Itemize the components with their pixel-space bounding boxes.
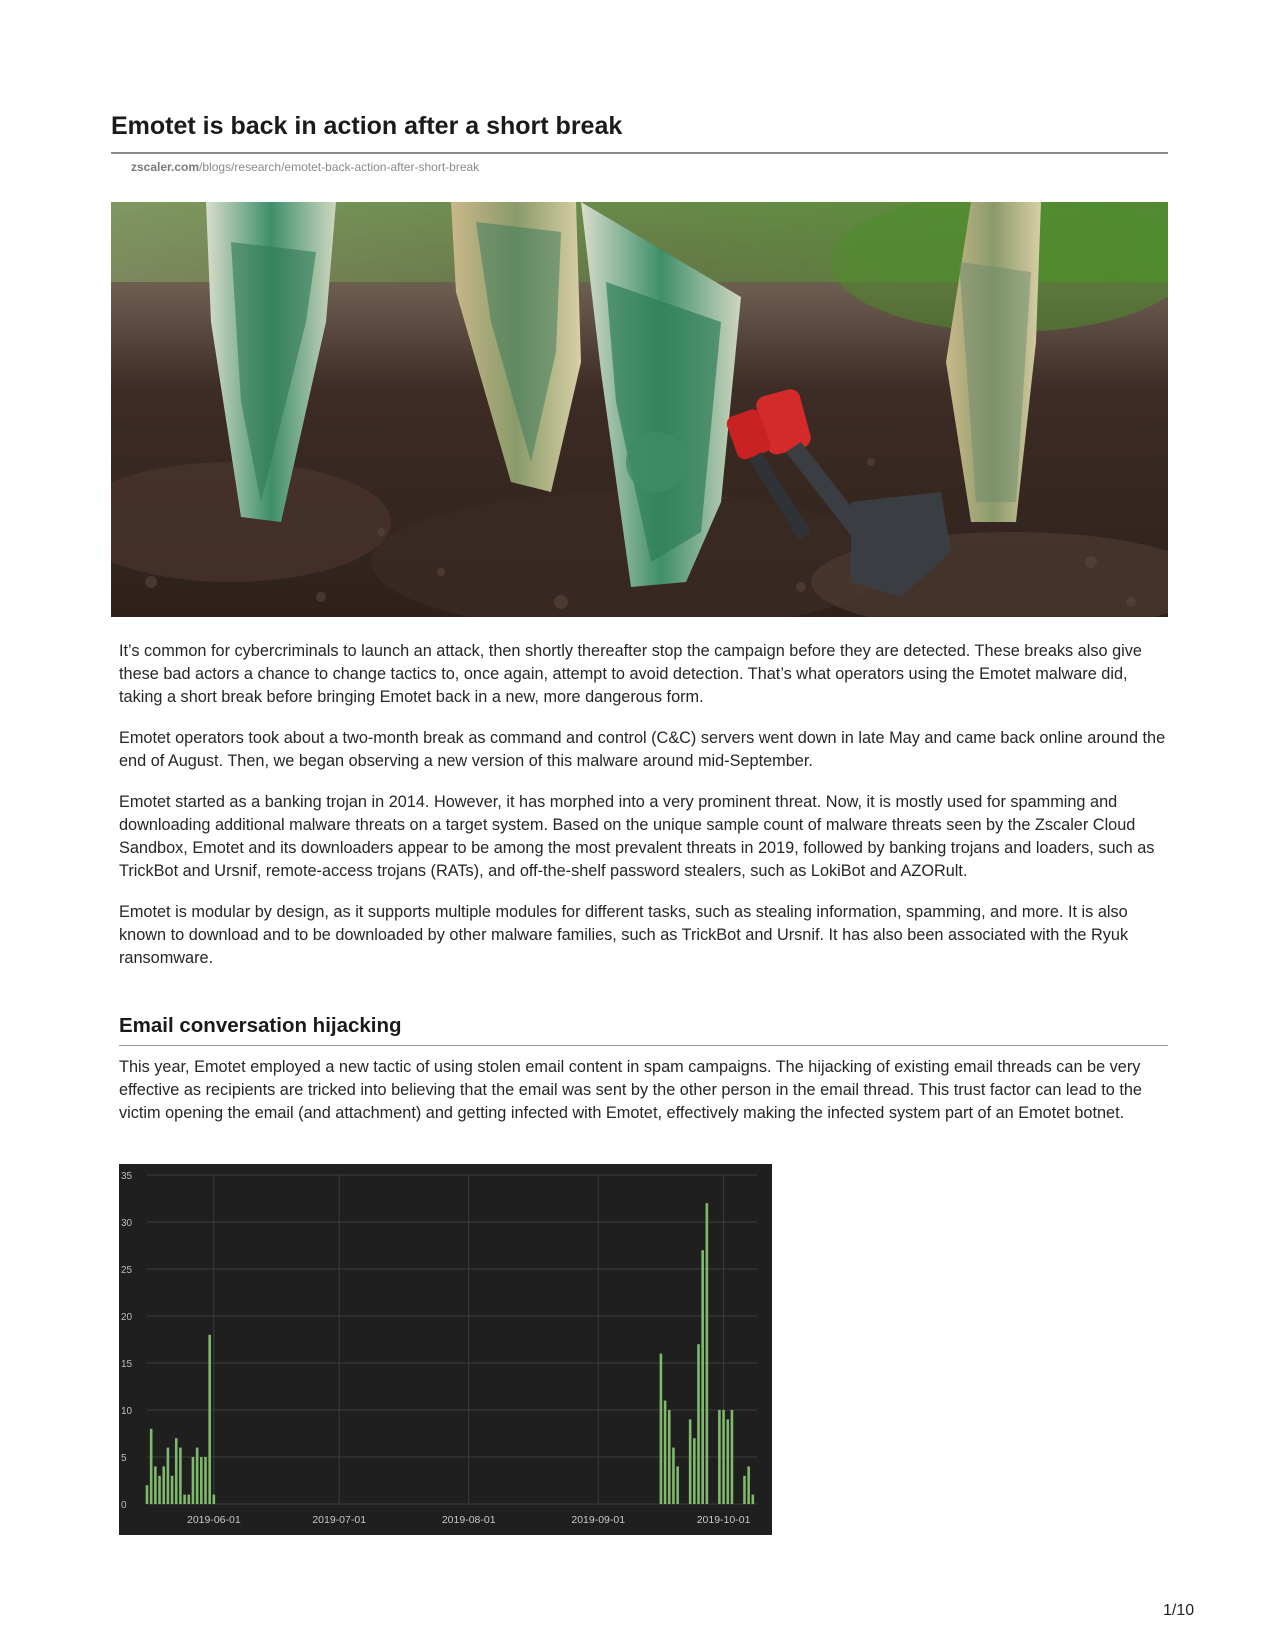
chart-bar (154, 1466, 157, 1504)
chart-canvas (119, 1164, 772, 1535)
paragraph-4: Emotet is modular by design, as it supports multiple modules for different tasks, such as stealing information, spamming, and more. It is also known to download and to be downloaded by other malware families, such as TrickBot and Ursnif. It has also been associated with the Ryuk ransomware. (119, 903, 1129, 967)
chart-bar (192, 1457, 195, 1504)
chart-bar (693, 1438, 696, 1504)
section-paragraph: This year, Emotet employed a new tactic of using stolen email content in spam campaigns. The hijacking of existing email threads can be very effective as recipients are tricked into believing that the email was sent by the other person in the email thread. This trust factor can lead to the victim opening the email (and attachment) and getting infected with Emotet, effectively making the infected system part of an Emotet botnet. (119, 1058, 1142, 1122)
y-tick-label: 15 (121, 1359, 133, 1370)
y-tick-label: 20 (121, 1312, 133, 1323)
chart-bar (731, 1410, 734, 1504)
y-tick-label: 5 (121, 1453, 127, 1464)
chart-bar (171, 1476, 174, 1504)
chart-bar (187, 1495, 190, 1504)
url-path: /blogs/research/emotet-back-action-after-short-break (199, 160, 480, 174)
paragraph-1: It’s common for cybercriminals to launch an attack, then shortly thereafter stop the campaign before they are detected. These breaks also give these bad actors a chance to change tactics to, once again, attempt to avoid detection. That’s what operators using the Emotet malware did, taking a short break before bringing Emotet back in a new, more dangerous form. (119, 642, 1142, 706)
chart-bar (701, 1250, 704, 1504)
y-tick-label: 10 (121, 1406, 133, 1417)
chart-bar (664, 1401, 667, 1504)
title-divider (111, 152, 1168, 154)
chart-bar (660, 1354, 663, 1504)
source-url[interactable] (131, 160, 479, 174)
chart-bar (697, 1344, 700, 1504)
article-title: Emotet is back in action after a short break (111, 112, 623, 140)
y-tick-label: 30 (121, 1218, 133, 1229)
chart-bar (200, 1457, 203, 1504)
emotet-activity-chart (119, 1164, 772, 1535)
chart-bar (175, 1438, 178, 1504)
y-tick-label: 35 (121, 1171, 133, 1182)
chart-bar (722, 1410, 725, 1504)
chart-bar (689, 1419, 692, 1504)
y-tick-label: 0 (121, 1500, 127, 1511)
chart-bar (668, 1410, 671, 1504)
chart-bar (196, 1448, 199, 1504)
chart-bar (150, 1429, 153, 1504)
hero-image (111, 202, 1168, 617)
page-number: 1/10 (1163, 1602, 1195, 1619)
chart-bar (162, 1466, 165, 1504)
chart-bar (743, 1476, 746, 1504)
x-tick-label: 2019-10-01 (696, 1514, 751, 1526)
chart-bar (179, 1448, 182, 1504)
chart-bar (726, 1419, 729, 1504)
section-divider (119, 1045, 1168, 1046)
y-tick-label: 25 (121, 1265, 133, 1276)
paragraph-2: Emotet operators took about a two-month break as command and control (C&C) servers went down in late May and came back online around the end of August. Then, we began observing a new version of this malware around mid-September. (119, 729, 1166, 770)
chart-bar (747, 1466, 750, 1504)
chart-bar (213, 1495, 216, 1504)
chart-bar (183, 1495, 186, 1504)
chart-bar (167, 1448, 170, 1504)
paragraph-3: Emotet started as a banking trojan in 2014. However, it has morphed into a very prominent threat. Now, it is mostly used for spamming and downloading additional malware threats on a target system. Based on the unique sample count of malware threats seen by the Zscaler Cloud Sandbox, Emotet and its downloaders appear to be among the most prevalent threats in 2019, followed by banking trojans and loaders, such as TrickBot and Ursnif, remote-access trojans (RATs), and off-the-shelf password stealers, such as LokiBot and AZORult. (119, 793, 1155, 880)
chart-bar (672, 1448, 675, 1504)
chart-bar (706, 1203, 709, 1504)
chart-bar (752, 1495, 755, 1504)
section-heading: Email conversation hijacking (119, 1014, 402, 1037)
x-tick-label: 2019-07-01 (312, 1514, 367, 1526)
chart-bar (146, 1485, 149, 1504)
x-tick-label: 2019-06-01 (186, 1514, 241, 1526)
chart-bar (718, 1410, 721, 1504)
chart-bar (204, 1457, 207, 1504)
money-plant-photo-icon (111, 202, 1168, 617)
x-tick-label: 2019-09-01 (571, 1514, 626, 1526)
chart-bar (676, 1466, 679, 1504)
url-domain: zscaler.com (131, 160, 200, 174)
chart-bar (158, 1476, 161, 1504)
chart-bar (208, 1335, 211, 1504)
x-tick-label: 2019-08-01 (441, 1514, 496, 1526)
